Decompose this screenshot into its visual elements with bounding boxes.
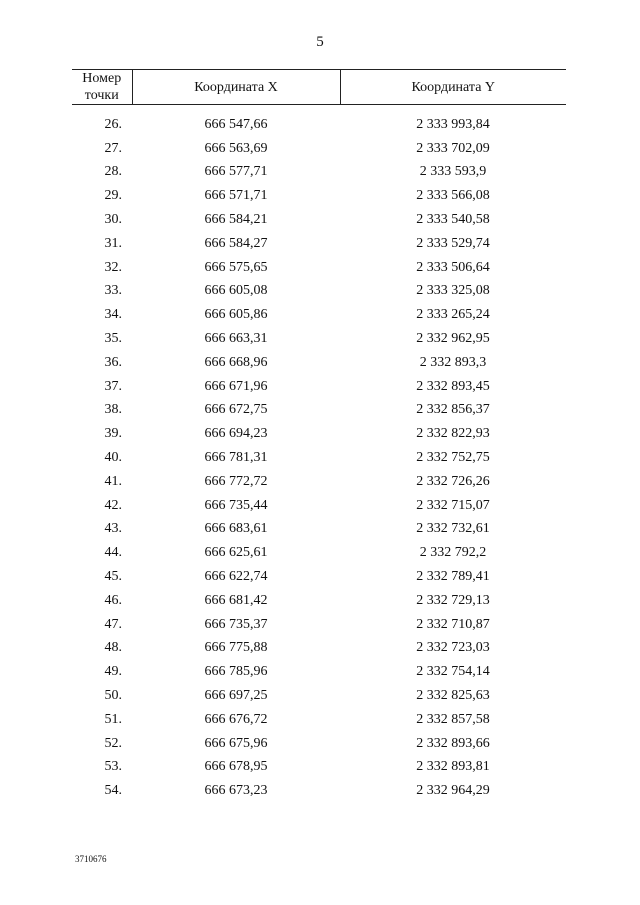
document-code: 3710676 bbox=[75, 854, 107, 864]
coordinate-y-cell: 2 333 265,24 bbox=[416, 307, 490, 323]
coordinate-x-cell: 666 772,72 bbox=[204, 473, 268, 489]
table-row bbox=[72, 565, 566, 589]
coordinate-y-cell: 2 332 792,2 bbox=[419, 545, 487, 561]
coordinate-y-cell: 2 332 789,41 bbox=[416, 569, 490, 585]
header-coordinate-y: Координата Y bbox=[340, 70, 566, 105]
coordinate-y-cell: 2 333 540,58 bbox=[416, 212, 490, 228]
coordinate-x-cell: 666 584,27 bbox=[204, 235, 268, 251]
coordinate-x-cell: 666 735,37 bbox=[204, 616, 268, 632]
coordinate-x-cell: 666 675,96 bbox=[204, 735, 268, 751]
coordinate-y-cell: 2 333 593,9 bbox=[419, 164, 487, 180]
coordinate-y-cell: 2 333 993,84 bbox=[416, 116, 490, 132]
coordinate-y-cell: 2 332 962,95 bbox=[416, 331, 490, 347]
coordinate-x-cell: 666 676,72 bbox=[204, 711, 268, 727]
point-number-cell: 35. bbox=[104, 331, 122, 347]
coordinate-y-cell: 2 332 893,81 bbox=[416, 759, 490, 775]
point-number-cell: 47. bbox=[104, 616, 122, 632]
coordinate-x-cell: 666 577,71 bbox=[204, 164, 268, 180]
point-number-cell: 33. bbox=[104, 283, 122, 299]
point-number-cell: 34. bbox=[104, 307, 122, 323]
table-row bbox=[72, 637, 566, 661]
point-number-cell: 31. bbox=[104, 235, 122, 251]
point-number-cell: 30. bbox=[104, 212, 122, 228]
coordinate-x-cell: 666 575,65 bbox=[204, 259, 268, 275]
coordinate-y-cell: 2 333 325,08 bbox=[416, 283, 490, 299]
table-row bbox=[72, 708, 566, 732]
coordinate-y-cell: 2 332 710,87 bbox=[416, 616, 490, 632]
table-row bbox=[72, 303, 566, 327]
coordinate-x-cell: 666 697,25 bbox=[204, 688, 268, 704]
coordinate-x-cell: 666 681,42 bbox=[204, 592, 268, 608]
page-number: 5 bbox=[316, 34, 324, 50]
coordinate-y-cell: 2 332 715,07 bbox=[416, 497, 490, 513]
point-number-cell: 39. bbox=[104, 426, 122, 442]
point-number-cell: 53. bbox=[104, 759, 122, 775]
point-number-cell: 29. bbox=[104, 188, 122, 204]
coordinate-x-cell: 666 735,44 bbox=[204, 497, 268, 513]
table-row bbox=[72, 232, 566, 256]
point-number-cell: 42. bbox=[104, 497, 122, 513]
coordinate-x-cell: 666 678,95 bbox=[204, 759, 268, 775]
coordinate-y-cell: 2 333 529,74 bbox=[416, 235, 490, 251]
coordinate-y-cell: 2 332 964,29 bbox=[416, 783, 490, 799]
coordinate-x-cell: 666 663,31 bbox=[204, 331, 268, 347]
coordinate-x-cell: 666 781,31 bbox=[204, 450, 268, 466]
header-coordinate-x: Координата X bbox=[132, 70, 340, 105]
coordinate-x-cell: 666 605,08 bbox=[204, 283, 268, 299]
table-row bbox=[72, 613, 566, 637]
coordinate-y-cell: 2 332 856,37 bbox=[416, 402, 490, 418]
coordinate-y-cell: 2 333 566,08 bbox=[416, 188, 490, 204]
table-row bbox=[72, 184, 566, 208]
point-number-cell: 48. bbox=[104, 640, 122, 656]
table-row bbox=[72, 422, 566, 446]
point-number-cell: 45. bbox=[104, 569, 122, 585]
table-row bbox=[72, 351, 566, 375]
table-row bbox=[72, 518, 566, 542]
coordinate-y-cell: 2 332 822,93 bbox=[416, 426, 490, 442]
table-row bbox=[72, 470, 566, 494]
coordinate-y-cell: 2 332 825,63 bbox=[416, 688, 490, 704]
coordinate-x-cell: 666 672,75 bbox=[204, 402, 268, 418]
coordinates-table bbox=[72, 69, 566, 803]
coordinate-x-cell: 666 584,21 bbox=[204, 212, 268, 228]
table-row bbox=[72, 541, 566, 565]
coordinate-x-cell: 666 673,23 bbox=[204, 783, 268, 799]
coordinate-y-cell: 2 332 754,14 bbox=[416, 664, 490, 680]
coordinate-x-cell: 666 683,61 bbox=[204, 521, 268, 537]
table-row bbox=[72, 732, 566, 756]
point-number-cell: 43. bbox=[104, 521, 122, 537]
table-row bbox=[72, 494, 566, 518]
coordinate-x-cell: 666 571,71 bbox=[204, 188, 268, 204]
point-number-cell: 36. bbox=[104, 354, 122, 370]
point-number-cell: 41. bbox=[104, 473, 122, 489]
point-number-cell: 40. bbox=[104, 450, 122, 466]
table-row bbox=[72, 779, 566, 803]
table-row bbox=[72, 375, 566, 399]
table-spacer-row bbox=[72, 105, 566, 114]
table-row bbox=[72, 327, 566, 351]
coordinate-x-cell: 666 625,61 bbox=[204, 545, 268, 561]
coordinates-table-header bbox=[72, 70, 566, 105]
table-row bbox=[72, 684, 566, 708]
table-row bbox=[72, 589, 566, 613]
coordinate-x-cell: 666 694,23 bbox=[204, 426, 268, 442]
coordinate-x-cell: 666 785,96 bbox=[204, 664, 268, 680]
coordinate-y-cell: 2 332 723,03 bbox=[416, 640, 490, 656]
coordinate-x-cell: 666 775,88 bbox=[204, 640, 268, 656]
coordinate-y-cell: 2 332 752,75 bbox=[416, 450, 490, 466]
table-row bbox=[72, 208, 566, 232]
coordinate-y-cell: 2 333 702,09 bbox=[416, 140, 490, 156]
coordinate-y-cell: 2 332 893,66 bbox=[416, 735, 490, 751]
table-row bbox=[72, 446, 566, 470]
point-number-cell: 27. bbox=[104, 140, 122, 156]
coordinates-table-body bbox=[72, 105, 566, 804]
point-number-cell: 37. bbox=[104, 378, 122, 394]
coordinate-x-cell: 666 671,96 bbox=[204, 378, 268, 394]
table-row bbox=[72, 280, 566, 304]
coordinate-y-cell: 2 333 506,64 bbox=[416, 259, 490, 275]
coordinate-x-cell: 666 622,74 bbox=[204, 569, 268, 585]
table-row bbox=[72, 113, 566, 137]
table-row bbox=[72, 137, 566, 161]
coordinate-y-cell: 2 332 726,26 bbox=[416, 473, 490, 489]
table-row bbox=[72, 660, 566, 684]
coordinate-y-cell: 2 332 857,58 bbox=[416, 711, 490, 727]
point-number-cell: 52. bbox=[104, 735, 122, 751]
coordinate-x-cell: 666 605,86 bbox=[204, 307, 268, 323]
coordinate-y-cell: 2 332 893,3 bbox=[419, 354, 487, 370]
coordinate-x-cell: 666 547,66 bbox=[204, 116, 268, 132]
point-number-cell: 44. bbox=[104, 545, 122, 561]
point-number-cell: 32. bbox=[104, 259, 122, 275]
point-number-cell: 46. bbox=[104, 592, 122, 608]
coordinate-x-cell: 666 563,69 bbox=[204, 140, 268, 156]
table-row bbox=[72, 161, 566, 185]
point-number-cell: 54. bbox=[104, 783, 122, 799]
point-number-cell: 49. bbox=[104, 664, 122, 680]
header-point-number: Номер точки bbox=[72, 70, 132, 105]
coordinate-x-cell: 666 668,96 bbox=[204, 354, 268, 370]
point-number-cell: 26. bbox=[104, 116, 122, 132]
table-row bbox=[72, 756, 566, 780]
point-number-cell: 38. bbox=[104, 402, 122, 418]
table-row bbox=[72, 399, 566, 423]
point-number-cell: 50. bbox=[104, 688, 122, 704]
point-number-cell: 51. bbox=[104, 711, 122, 727]
table-spacer-cell bbox=[72, 105, 566, 114]
table-row bbox=[72, 256, 566, 280]
coordinate-y-cell: 2 332 893,45 bbox=[416, 378, 490, 394]
coordinate-y-cell: 2 332 729,13 bbox=[416, 592, 490, 608]
coordinate-y-cell: 2 332 732,61 bbox=[416, 521, 490, 537]
header-row bbox=[72, 70, 566, 105]
point-number-cell: 28. bbox=[104, 164, 122, 180]
